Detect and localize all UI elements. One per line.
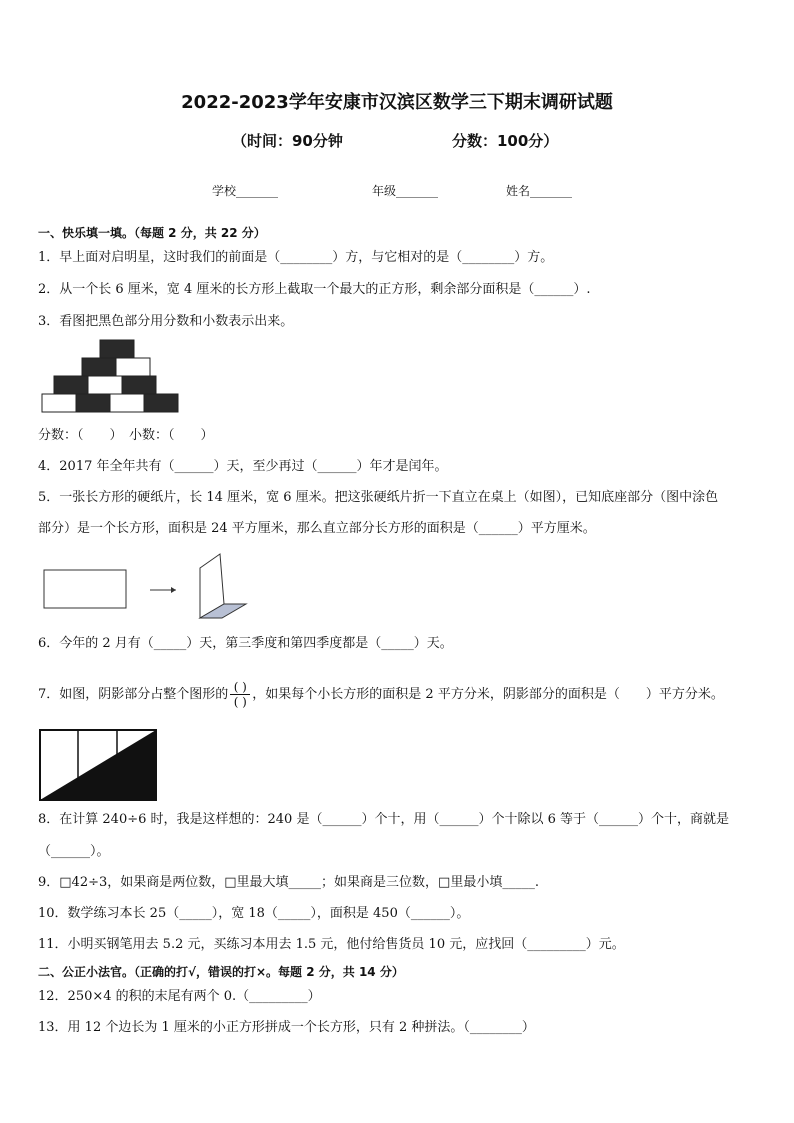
name-field: 姓名_______ (506, 184, 573, 198)
question-5-line-1: 5．一张长方形的硬纸片，长 14 厘米，宽 6 厘米。把这张硬纸片折一下直立在桌上（如图），已知底座部分（图中涂色 (38, 490, 719, 505)
fraction-denominator: ( ) (233, 695, 247, 709)
section-2-heading: 二、公正小法官。（正确的打√，错误的打×。每题 2 分，共 14 分） (38, 965, 404, 979)
question-13: 13．用 12 个边长为 1 厘米的小正方形拼成一个长方形，只有 2 种拼法。（________） (38, 1020, 535, 1035)
brick-7 (42, 394, 76, 412)
fraction-numerator: ( ) (233, 680, 247, 694)
exam-score: 分数：100分） (452, 132, 559, 150)
question-10: 10．数学练习本长 25（_____），宽 18（_____），面积是 450（______）。 (38, 906, 470, 921)
question-7 (38, 680, 724, 709)
fraction-blank (230, 680, 250, 709)
question-3: 3．看图把黑色部分用分数和小数表示出来。 (38, 314, 294, 329)
question-12: 12．250×4 的积的末尾有两个 0.（_________） (38, 989, 321, 1004)
flat-card (44, 570, 126, 608)
question-6: 6．今年的 2 月有（_____）天，第三季度和第四季度都是（_____）天。 (38, 636, 453, 651)
question-2: 2．从一个长 6 厘米，宽 4 厘米的长方形上截取一个最大的正方形，剩余部分面积是（______）. (38, 282, 591, 297)
shaded-rectangle-figure (38, 728, 160, 804)
brick-2 (82, 358, 116, 376)
brick-9 (110, 394, 144, 412)
question-3-answer: 分数：（ ） 小数：（ ） (38, 428, 214, 443)
question-9: 9．□42÷3，如果商是两位数，□里最大填_____；如果商是三位数，□里最小填_____. (38, 875, 539, 890)
brick-3 (116, 358, 150, 376)
brick-6 (122, 376, 156, 394)
brick-10 (144, 394, 178, 412)
brick-4 (54, 376, 88, 394)
section-1-heading: 一、快乐填一填。（每题 2 分，共 22 分） (38, 226, 266, 240)
question-8-line-1: 8．在计算 240÷6 时，我是这样想的：240 是（______）个十，用（______）个十除以 6 等于（______）个十，商就是 (38, 812, 729, 827)
grade-field: 年级_______ (372, 184, 439, 198)
exam-time: （时间：90分钟 (232, 132, 343, 150)
question-8-line-2: （______）。 (38, 844, 110, 859)
question-1: 1．早上面对启明星，这时我们的前面是（________）方，与它相对的是（________）方。 (38, 250, 554, 265)
question-4: 4．2017 年全年共有（______）天，至少再过（______）年才是闰年。 (38, 459, 448, 474)
school-field: 学校_______ (212, 184, 279, 198)
brick-8 (76, 394, 110, 412)
question-5-line-2: 部分）是一个长方形，面积是 24 平方厘米，那么直立部分长方形的面积是（______）平方厘米。 (38, 521, 596, 536)
exam-title: 2022-2023学年安康市汉滨区数学三下期末调研试题 (181, 92, 613, 113)
arrow-head (171, 587, 176, 593)
brick-5 (88, 376, 122, 394)
question-11: 11．小明买钢笔用去 5.2 元，买练习本用去 1.5 元，他付给售货员 10 元，应找回（_________）元。 (38, 937, 625, 952)
question-7-prefix: 7．如图，阴影部分占整个图形的 (38, 687, 229, 702)
folded-card-figure (40, 548, 260, 622)
brick-figure (40, 338, 182, 414)
question-7-suffix: ，如果每个小长方形的面积是 2 平方分米，阴影部分的面积是（ ）平方分米。 (252, 687, 724, 702)
brick-1 (100, 340, 134, 358)
